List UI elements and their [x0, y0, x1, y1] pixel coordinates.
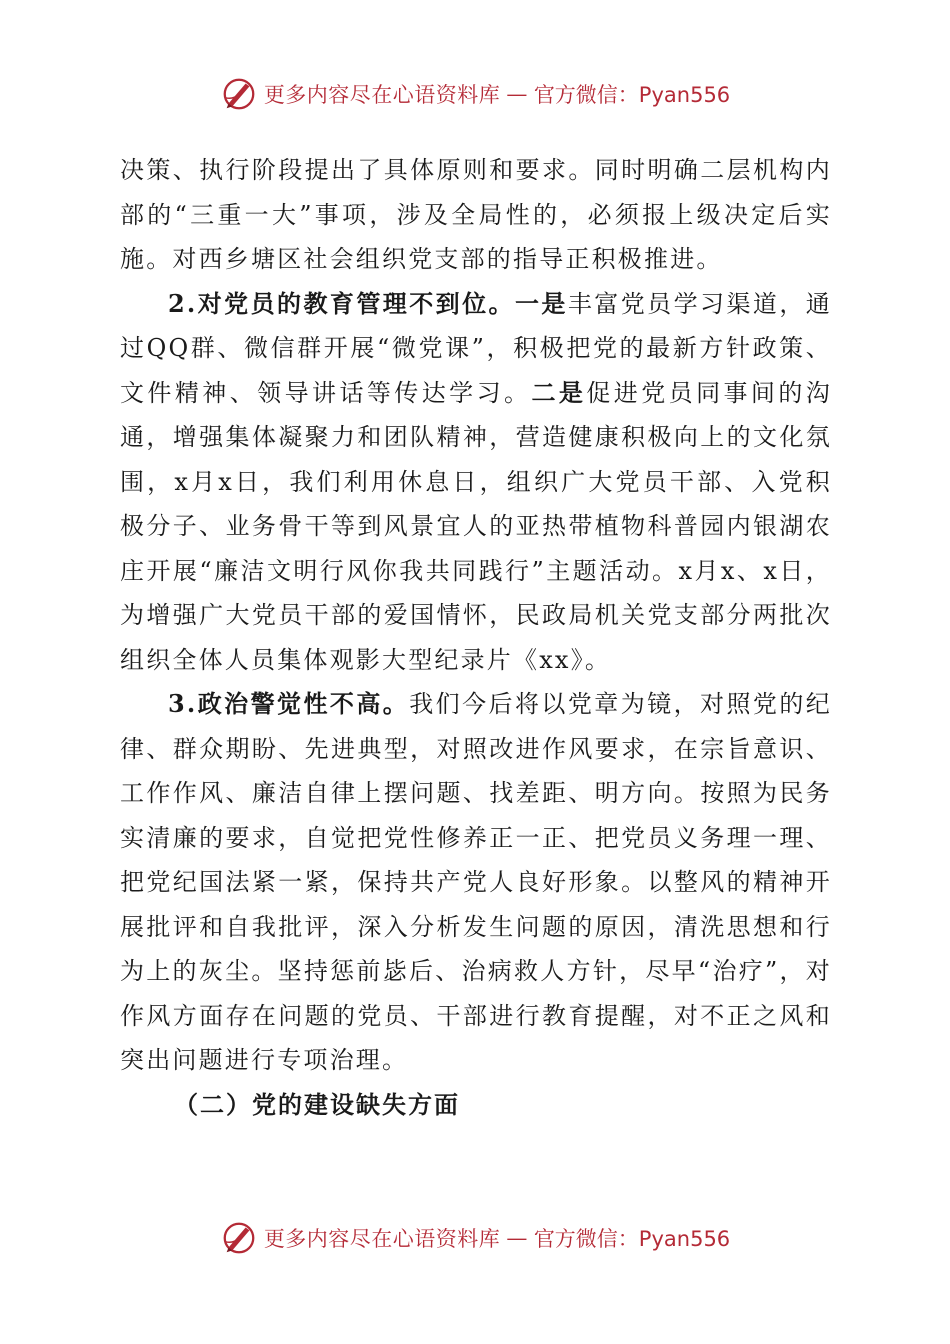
banner-separator: —: [506, 82, 528, 106]
paragraph-text: 促进党员同事间的沟通，增强集体凝聚力和团队精神，营造健康积极向上的文化氛围，x月x日，我们利用休息日，组织广大党员干部、入党积极分子、业务骨干等到风景宜人的亚热带植物科普园内银湖农庄开展“廉洁文明行风你我共同践行”主题活动。x月x、x日，为增强广大党员干部的爱国情怀，民政局机关党支部分两批次组织全体人员集体观影大型纪录片《xx》。: [120, 378, 832, 674]
paragraph-political-vigilance: [120, 682, 832, 1083]
paragraph-education-management: [120, 282, 832, 683]
footer-banner: [0, 1216, 950, 1260]
paragraph-title: 2.对党员的教育管理不到位。: [168, 288, 515, 318]
banner-title: 更多内容尽在心语资料库: [263, 1227, 501, 1251]
pen-logo-icon: [220, 1219, 258, 1257]
lead-marker: 一是: [514, 288, 568, 318]
banner-separator: —: [506, 1226, 528, 1250]
banner-wechat: 官方微信：Pyan556: [533, 1227, 731, 1251]
header-banner: [0, 72, 950, 116]
lead-marker: 二是: [531, 377, 587, 407]
section-heading: （二）党的建设缺失方面: [174, 1089, 460, 1119]
banner-wechat: 官方微信：Pyan556: [533, 83, 731, 107]
paragraph-title: 3.政治警觉性不高。: [168, 689, 410, 718]
paragraph-text: 我们今后将以党章为镜，对照党的纪律、群众期盼、先进典型，对照改进作风要求，在宗旨意识、工作作风、廉洁自律上摆问题、找差距、明方向。按照为民务实清廉的要求，自觉把党性修养正一正、把党员义务理一理、把党纪国法紧一紧，保持共产党人良好形象。以整风的精神开展批评和自我批评，深入分析发生问题的原因，清洗思想和行为上的灰尘。坚持惩前毖后、治病救人方针，尽早“治疗”，对作风方面存在问题的党员、干部进行教育提醒，对不正之风和突出问题进行专项治理。: [120, 690, 833, 1074]
paragraph-text: 丰富党员学习渠道，通过QQ群、微信群开展“微党课”，积极把党的最新方针政策、文件精神、领导讲话等传达学习。: [120, 289, 833, 407]
paragraph-continued: 决策、执行阶段提出了具体原则和要求。同时明确二层机构内部的“三重一大”事项，涉及全局性的，必须报上级决定后实施。对西乡塘区社会组织党支部的指导正积极推进。: [120, 156, 832, 273]
pen-logo-icon: [220, 75, 258, 113]
document-body: [120, 148, 832, 1127]
banner-title: 更多内容尽在心语资料库: [263, 83, 501, 107]
